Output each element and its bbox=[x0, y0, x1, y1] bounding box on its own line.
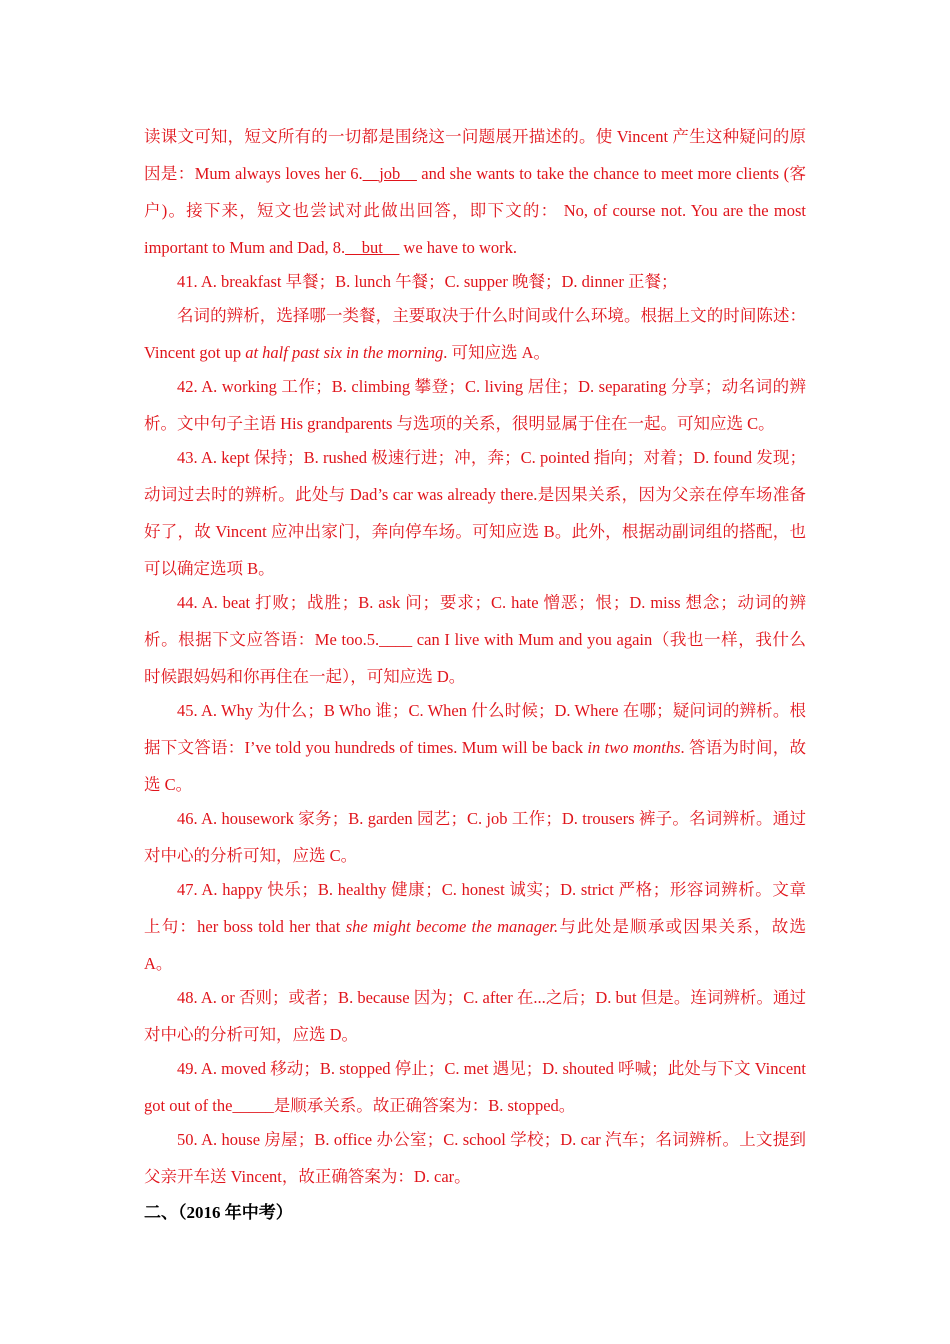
intro-tail: we have to work. bbox=[399, 238, 518, 257]
q44-text: 44. A. beat 打败；战胜；B. ask 问；要求；C. hate 憎恶；恨；D. miss 想念；动词的辨析。根据下文应答语：Me too.5.____ can I live with Mum and you again（我也一样，我什么时候跟妈妈和你再住在一起），可知应选 D。 bbox=[144, 593, 806, 686]
q41-explain-quote: at half past six in the morning bbox=[245, 343, 444, 362]
q41-explanation bbox=[144, 297, 806, 371]
q50-explanation bbox=[144, 1121, 806, 1195]
section-heading: 二、（2016 年中考） bbox=[144, 1203, 293, 1222]
q43-explanation bbox=[144, 439, 806, 587]
q41-text: 41. A. breakfast 早餐；B. lunch 午餐；C. supper 晚餐；D. dinner 正餐； bbox=[177, 272, 678, 291]
q46-text: 46. A. housework 家务；B. garden 园艺；C. job 工作；D. trousers 裤子。名词辨析。通过对中心的分析可知，应选 C。 bbox=[144, 809, 806, 865]
q49-explanation bbox=[144, 1050, 806, 1124]
answer-explanations bbox=[144, 118, 806, 1231]
q41-explain-text: 名词的辨析，选择哪一类餐，主要取决于什么时间或什么环境。根据上文的时间陈述：Vincent got up bbox=[144, 306, 806, 362]
blank-6-answer: __job__ bbox=[362, 164, 417, 183]
q44-explanation bbox=[144, 584, 806, 695]
q49-text: 49. A. moved 移动；B. stopped 停止；C. met 遇见；D. shouted 呼喊；此处与下文 Vincent got out of the_____是顺承关系。故正确答案为：B. stopped。 bbox=[144, 1059, 806, 1115]
q43-text: 43. A. kept 保持；B. rushed 极速行进；冲，奔；C. pointed 指向；对着；D. found 发现；动词过去时的辨析。此处与 Dad’s car was already there.是因果关系，因为父亲在停车场准备好了，故 Vincent 应冲出家门，奔向停车场。可知应选 B。此外，根据动副词组的搭配，也可以确定选项 B。 bbox=[144, 448, 806, 578]
q45-tail: . 答语为时间，故选 C。 bbox=[144, 738, 806, 794]
intro-lead: 读课文可知，短文所有的一切都是围绕这一问题展开描述的。使 Vincent 产生这种疑问的原因是：Mum always loves her 6. bbox=[144, 127, 806, 183]
q45-explanation bbox=[144, 692, 806, 803]
q47-tail: 与此处是顺承或因果关系，故选 A。 bbox=[144, 917, 807, 973]
q41-options bbox=[144, 263, 806, 300]
q47-explanation bbox=[144, 871, 806, 982]
q45-text: 45. A. Why 为什么；B Who 谁；C. When 什么时候；D. Where 在哪；疑问词的辨析。根据下文答语：I’ve told you hundreds of times. Mum will be back bbox=[144, 701, 806, 757]
q46-explanation bbox=[144, 800, 806, 874]
q48-text: 48. A. or 否则；或者；B. because 因为；C. after 在...之后；D. but 但是。连词辨析。通过对中心的分析可知，应选 D。 bbox=[144, 988, 806, 1044]
q42-text: 42. A. working 工作；B. climbing 攀登；C. living 居住；D. separating 分享；动名词的辨析。文中句子主语 His grandparents 与选项的关系，很明显属于住在一起。可知应选 C。 bbox=[144, 377, 806, 433]
q42-explanation bbox=[144, 368, 806, 442]
q50-text: 50. A. house 房屋；B. office 办公室；C. school 学校；D. car 汽车；名词辨析。上文提到父亲开车送 Vincent，故正确答案为：D. car。 bbox=[144, 1130, 806, 1186]
q41-explain-tail: . 可知应选 A。 bbox=[443, 343, 550, 362]
q47-text: 47. A. happy 快乐；B. healthy 健康；C. honest 诚实；D. strict 严格；形容词辨析。文章上句：her boss told her that bbox=[144, 880, 806, 936]
intro-mid: and she wants to take the chance to meet more clients (客户)。接下来，短文也尝试对此做出回答，即下文的： No, of course not. You are the most important to Mum and Dad, 8. bbox=[144, 164, 806, 257]
q45-quote: in two months bbox=[587, 738, 681, 757]
intro-paragraph bbox=[144, 118, 806, 266]
blank-8-answer: __but__ bbox=[345, 238, 400, 257]
q48-explanation bbox=[144, 979, 806, 1053]
q47-quote: she might become the manager. bbox=[345, 917, 559, 936]
